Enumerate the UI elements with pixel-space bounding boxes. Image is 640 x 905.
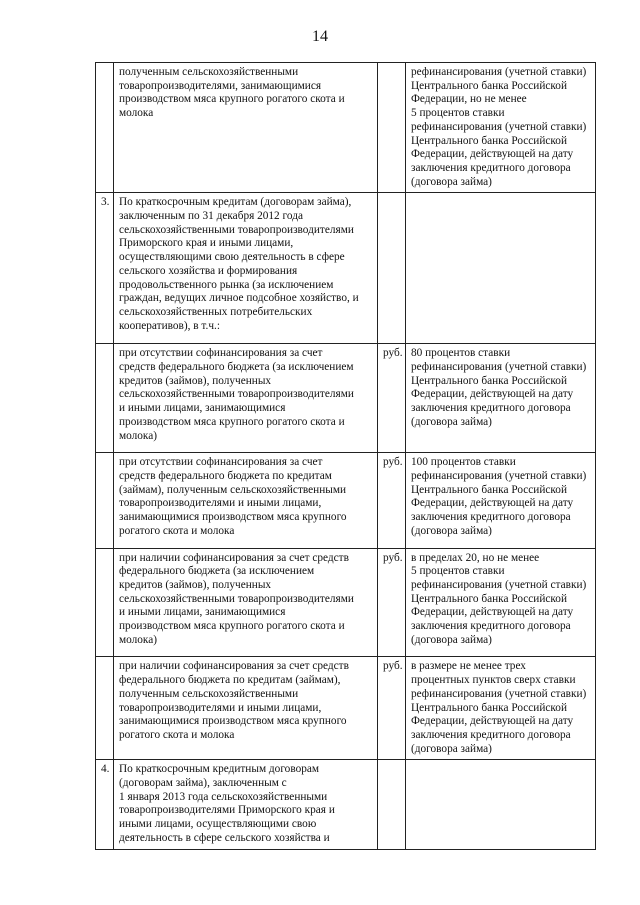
table-row xyxy=(96,548,596,657)
row-value-line: Федерации, но не менее xyxy=(411,93,527,106)
row-description-line: сельскохозяйственными товаропроизводителями xyxy=(119,388,354,401)
row-unit: руб. xyxy=(378,548,406,657)
row-value-line: рефинансирования (учетной ставки) xyxy=(411,361,587,374)
row-value-line: Федерации, действующей на дату xyxy=(411,715,574,728)
row-value-line: в размере не менее трех xyxy=(411,660,526,673)
row-value-line: рефинансирования (учетной ставки) xyxy=(411,469,587,482)
table-row xyxy=(96,760,596,849)
row-description-line: товаропроизводителями, занимающимися xyxy=(119,79,322,92)
subsidy-rates-table xyxy=(95,62,596,850)
row-description-line: молока xyxy=(119,107,154,120)
row-description-line: рогатого скота и молока xyxy=(119,728,235,741)
row-description-line: По краткосрочным кредитным договорам xyxy=(119,763,320,776)
row-value xyxy=(406,548,596,657)
row-unit: руб. xyxy=(378,453,406,548)
row-value-line: заключения кредитного договора xyxy=(411,511,571,524)
row-description-line: при наличии софинансирования за счет средств xyxy=(119,551,349,564)
row-value-line: Федерации, действующей на дату xyxy=(411,497,574,510)
row-description-line: молока) xyxy=(119,633,158,646)
row-value xyxy=(406,453,596,548)
row-number xyxy=(96,548,114,657)
row-value-line: рефинансирования (учетной ставки) xyxy=(411,66,587,78)
row-description-line: товаропроизводителями Приморского края и xyxy=(119,804,335,817)
row-description-line: кредитов (займов), полученных xyxy=(119,578,272,591)
row-value xyxy=(406,63,596,193)
row-unit xyxy=(378,760,406,849)
row-description-line: товаропроизводителями и иными лицами, xyxy=(119,497,322,510)
row-description-line: занимающимися производством мяса крупного xyxy=(119,715,347,728)
row-description-line: производством мяса крупного рогатого скота и xyxy=(119,415,345,428)
row-description xyxy=(114,760,378,849)
row-value-line: заключения кредитного договора xyxy=(411,728,571,741)
row-value-line: Центрального банка Российской xyxy=(411,483,567,496)
row-description-line: продовольственного рынка (за исключением xyxy=(119,278,334,291)
row-value-line: Центрального банка Российской xyxy=(411,134,567,147)
row-description-line: рогатого скота и молока xyxy=(119,524,235,537)
row-description-line: сельскохозяйственными товаропроизводителями xyxy=(119,592,354,605)
row-description-line: (договорам займа), заключенным с xyxy=(119,777,287,790)
row-value-line: (договора займа) xyxy=(411,742,492,755)
row-description-line: при наличии софинансирования за счет средств xyxy=(119,660,349,673)
row-description-line: 1 января 2013 года сельскохозяйственными xyxy=(119,790,328,803)
row-description xyxy=(114,548,378,657)
row-description xyxy=(114,344,378,453)
row-description-line: сельского хозяйства и формирования xyxy=(119,264,298,277)
row-value-line: 100 процентов ставки xyxy=(411,456,516,469)
row-description-line: средств федерального бюджета (за исключением xyxy=(119,361,354,374)
row-value-line: Центрального банка Российской xyxy=(411,701,567,714)
row-description-line: иными лицами, осуществляющими свою xyxy=(119,818,317,831)
page-number: 14 xyxy=(312,28,328,45)
row-number xyxy=(96,657,114,760)
row-description-line: По краткосрочным кредитам (договорам займа), xyxy=(119,196,352,209)
row-value-line: Центрального банка Российской xyxy=(411,79,567,92)
row-unit: руб. xyxy=(378,657,406,760)
table-row xyxy=(96,344,596,453)
row-value-line: (договора займа) xyxy=(411,524,492,537)
row-number xyxy=(96,344,114,453)
row-value xyxy=(406,760,596,849)
row-number: 4. xyxy=(96,760,114,849)
row-description-line: осуществляющими свою деятельность в сфере xyxy=(119,251,345,264)
row-description-line: Приморского края и иными лицами, xyxy=(119,237,294,250)
row-description-line: и иными лицами, занимающимися xyxy=(119,402,286,415)
row-value-line: заключения кредитного договора xyxy=(411,620,571,633)
row-value-line: процентных пунктов сверх ставки xyxy=(411,674,576,687)
row-description-line: при отсутствии софинансирования за счет xyxy=(119,347,323,360)
row-description xyxy=(114,63,378,193)
row-value-line: 80 процентов ставки xyxy=(411,347,511,360)
row-value-line: заключения кредитного договора xyxy=(411,402,571,415)
row-description-line: товаропроизводителями и иными лицами, xyxy=(119,701,322,714)
row-description-line: кредитов (займов), полученных xyxy=(119,374,272,387)
row-description xyxy=(114,193,378,344)
row-description-line: сельскохозяйственными товаропроизводителями xyxy=(119,223,354,236)
row-unit xyxy=(378,63,406,193)
row-description xyxy=(114,657,378,760)
row-description-line: при отсутствии софинансирования за счет xyxy=(119,456,323,469)
row-description-line: занимающимися производством мяса крупного xyxy=(119,511,347,524)
table-row xyxy=(96,193,596,344)
row-number: 3. xyxy=(96,193,114,344)
row-value-line: рефинансирования (учетной ставки) xyxy=(411,120,587,133)
row-description-line: молока) xyxy=(119,429,158,442)
row-description-line: деятельность в сфере сельского хозяйства и xyxy=(119,831,330,844)
row-value-line: Федерации, действующей на дату xyxy=(411,148,574,161)
row-value-line: (договора займа) xyxy=(411,415,492,428)
row-value-line: рефинансирования (учетной ставки) xyxy=(411,687,587,700)
row-value-line: Центрального банка Российской xyxy=(411,592,567,605)
row-value-line: Центрального банка Российской xyxy=(411,374,567,387)
row-value-line: 5 процентов ставки xyxy=(411,565,505,578)
row-value-line: Федерации, действующей на дату xyxy=(411,606,574,619)
row-description xyxy=(114,453,378,548)
row-description-line: (займам), полученным сельскохозяйственными xyxy=(119,483,347,496)
row-description-line: федерального бюджета (за исключением xyxy=(119,565,315,578)
row-description-line: сельскохозяйственных потребительских xyxy=(119,305,313,318)
row-unit xyxy=(378,193,406,344)
row-value-line: (договора займа) xyxy=(411,633,492,646)
row-number xyxy=(96,63,114,193)
table-row xyxy=(96,453,596,548)
row-value-line: заключения кредитного договора xyxy=(411,161,571,174)
row-value-line: (договора займа) xyxy=(411,175,492,188)
row-value xyxy=(406,193,596,344)
row-description-line: полученным сельскохозяйственными xyxy=(119,687,299,700)
row-value-line: в пределах 20, но не менее xyxy=(411,551,540,564)
row-value-line: 5 процентов ставки xyxy=(411,107,505,120)
row-value xyxy=(406,657,596,760)
table-row xyxy=(96,657,596,760)
row-description-line: производством мяса крупного рогатого скота и xyxy=(119,93,345,106)
row-description-line: граждан, ведущих личное подсобное хозяйство, и xyxy=(119,292,359,305)
row-description-line: производством мяса крупного рогатого скота и xyxy=(119,620,345,633)
row-description-line: полученным сельскохозяйственными xyxy=(119,66,299,78)
row-description-line: заключенным по 31 декабря 2012 года xyxy=(119,210,303,223)
row-description-line: и иными лицами, занимающимися xyxy=(119,606,286,619)
row-description-line: средств федерального бюджета по кредитам xyxy=(119,469,332,482)
row-description-line: федерального бюджета по кредитам (займам), xyxy=(119,674,341,687)
table-row xyxy=(96,63,596,193)
row-value-line: Федерации, действующей на дату xyxy=(411,388,574,401)
row-unit: руб. xyxy=(378,344,406,453)
row-description-line: кооперативов), в т.ч.: xyxy=(119,319,220,332)
row-value xyxy=(406,344,596,453)
row-value-line: рефинансирования (учетной ставки) xyxy=(411,578,587,591)
row-number xyxy=(96,453,114,548)
